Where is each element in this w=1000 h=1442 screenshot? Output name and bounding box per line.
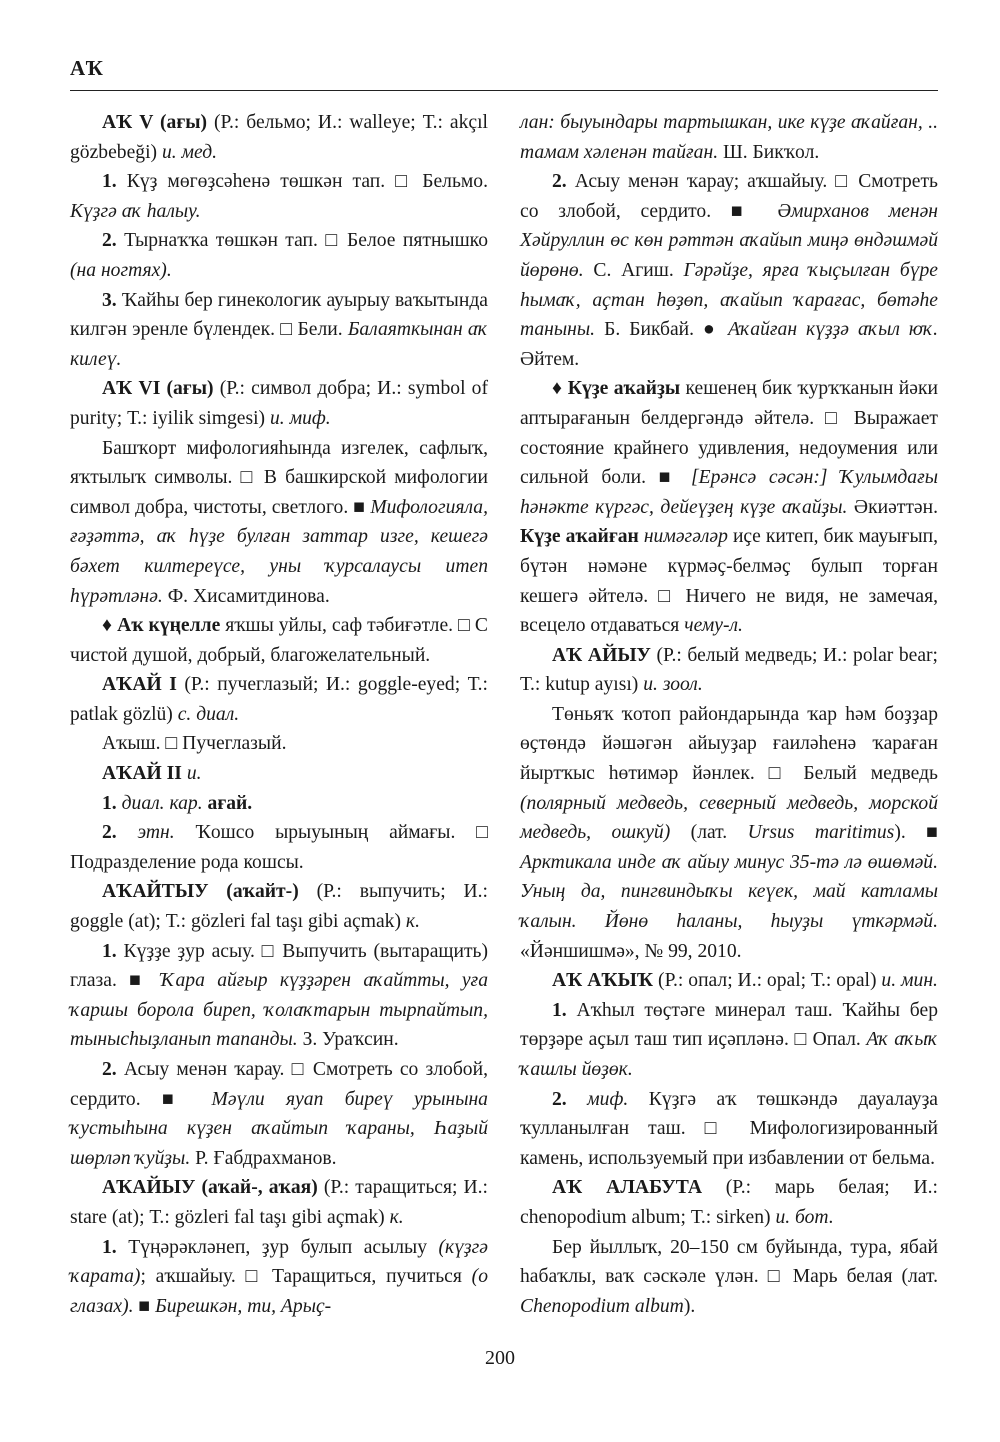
- italic-text: (полярный медведь, северный медведь, морской медведь, ошкуй): [520, 792, 938, 844]
- body-text: ♦: [102, 615, 118, 637]
- body-text: Ҡошсо ырыуының аймағы. □ Подразделение рода кошсы.: [70, 822, 488, 873]
- body-text: Ф. Хисамитдинова.: [162, 585, 330, 607]
- body-text: (Р.: бельмо; И.: walleye; Т.: akçıl gözbebeği): [70, 112, 488, 163]
- body-text: Башҡорт мифологияһында изгелек, сафлыҡ, яҡтылыҡ символы. □ В башкирской мифологии символ добра, чистоты, светлого. ■: [70, 437, 488, 518]
- right-column: [520, 108, 938, 1321]
- body-text: Аҡһыл төҫтәге минерал таш. Ҡайһы бер төрҙәре аҫыл таш тип иҫәпләнә. □ Опал.: [520, 999, 938, 1051]
- body-text: (Р.: символ добра; И.: symbol of purity; Т.: iyilik simgesi): [70, 378, 488, 429]
- italic-text: (күҙгә ҡарата): [70, 1236, 488, 1288]
- entry-paragraph: [70, 434, 488, 612]
- entry-paragraph: [520, 641, 938, 700]
- headword-text: АҠ АЛАБУТА: [552, 1177, 702, 1199]
- italic-text: Chenopodium album: [520, 1295, 684, 1317]
- body-text: (лат.: [670, 822, 748, 844]
- entry-paragraph: [520, 1233, 938, 1322]
- italic-text: Бирешкән, ти, Арыҫ-: [155, 1295, 332, 1317]
- entry-paragraph: [520, 1085, 938, 1174]
- body-text: Күҙҙе ҙур асыу. □ Выпучить (вытаращить) глаза. ■: [70, 940, 488, 992]
- body-text: (Р.: выпучить; И.: goggle (at); Т.: gözleri fal taşı gibi açmak): [70, 881, 489, 933]
- body-text: яҡшы уйлы, саф тәбиғәтле. □ С чистой душой, добрый, благожелательный.: [70, 615, 488, 666]
- entry-paragraph: [70, 937, 488, 1055]
- headword-text: АҠ АЙЫУ: [552, 644, 651, 666]
- italic-text: к.: [405, 911, 420, 933]
- italic-text: и. бот.: [775, 1206, 834, 1228]
- body-text: Б. Бикбай. ●: [595, 319, 728, 341]
- italic-text: с. диал.: [177, 703, 240, 725]
- entry-paragraph: [70, 670, 488, 729]
- entry-paragraph: [520, 374, 938, 640]
- body-text: Ш. Бикҡол.: [718, 141, 820, 163]
- headword-text: 1.: [102, 792, 117, 814]
- entry-paragraph: [70, 818, 488, 877]
- body-text: [567, 1089, 587, 1110]
- entry-paragraph: [520, 700, 938, 966]
- body-text: Тырнаҡҡа төшкән тап. □ Белое пятнышко: [116, 230, 488, 252]
- page-header: [70, 50, 938, 91]
- italic-text: Ursus maritimus: [747, 822, 895, 844]
- headword-text: Күҙе аҡайҙы: [567, 378, 681, 400]
- headword-text: 1.: [102, 171, 117, 193]
- entry-paragraph: [70, 374, 488, 433]
- entry-paragraph: [520, 1173, 938, 1232]
- headword-text: 1.: [552, 999, 567, 1021]
- italic-text: Мифологияла, ғәҙәттә, аҡ һүҙе булған заттар изге, кешегә бәхет килтереүсе, уны ҡурсалаусы итеп һүрәтләнә.: [70, 496, 488, 607]
- body-text: (Р.: пучеглазый; И.: goggle-eyed; Т.: patlak gözlü): [70, 674, 488, 725]
- headword-text: 2.: [102, 230, 117, 252]
- entry-paragraph: [70, 1055, 488, 1173]
- headword-text: 2.: [102, 1059, 117, 1080]
- body-text: [117, 822, 138, 843]
- headword-text: Күҙе аҡайған: [520, 526, 639, 548]
- italic-text: [Ерәнсә сәсән:] Ҡулымдағы һәнәкте күргәс, дейеүҙең күҙе аҡайҙы.: [520, 467, 938, 518]
- entry-paragraph: [70, 1233, 488, 1322]
- entry-paragraph: [520, 966, 938, 996]
- body-text: Төньяҡ ҡотоп райондарында ҡар һәм боҙҙар өҫтөндә йәшәгән айыуҙар ғаиләһенә ҡараған йыртҡыс һөтимәр йәнлек. □ Белый медведь: [520, 703, 938, 785]
- body-text: ). ■: [894, 822, 938, 844]
- headword-text: АҠАЙ I: [102, 674, 177, 696]
- italic-text: Арктикала инде аҡ айыу минус 35-тә лә өшөмәй. Уның да, пингвиндыҡы кеүек, май катламы ҡалын. Йөнө һаланы, һыуҙы үткәрмәй.: [520, 851, 938, 933]
- running-head: АҠ: [70, 56, 104, 80]
- italic-text: чему-л.: [684, 615, 743, 637]
- body-text: Бер йыллыҡ, 20–150 см буйында, тура, ябай һабаҡлы, ваҡ сәскәле үлән. □ Марь белая (лат.: [520, 1236, 938, 1288]
- body-text: ).: [683, 1295, 696, 1317]
- italic-text: Балаяткынан аҡ килеү.: [70, 319, 488, 370]
- italic-text: этн.: [137, 822, 175, 844]
- body-text: Күҙгә аҡ төшкәндә дауалауҙа ҡулланылған таш. □ Мифологизированный камень, используемый при избавлении от бельма.: [520, 1088, 939, 1169]
- body-text: Аҡыш. □ Пучеглазый.: [102, 733, 287, 755]
- body-text: Түңәрәкләнеп, ҙур булып асылыу: [116, 1236, 439, 1258]
- headword-text: АҠ АҠЫҠ: [552, 970, 654, 992]
- body-text: Р. Ғабдрахманов.: [190, 1147, 337, 1169]
- entry-paragraph: [70, 226, 488, 285]
- italic-text: Гәрәйҙе, ярға ҡыҫылған бүре һымаҡ, аҫтан һөҙөп, аҡайып ҡарағас, бөтәһе таныны.: [520, 259, 938, 341]
- headword-text: ағай.: [207, 792, 253, 814]
- entry-paragraph: [520, 108, 938, 167]
- headword-text: 1.: [102, 1236, 117, 1258]
- italic-text: и.: [186, 763, 202, 785]
- headword-text: АҠ V (ағы): [102, 112, 208, 133]
- italic-text: и. миф.: [269, 407, 331, 429]
- headword-text: 3.: [102, 289, 117, 311]
- entry-paragraph: [70, 286, 488, 375]
- body-text: «Йәншишмә», № 99, 2010.: [520, 940, 742, 962]
- headword-text: 2.: [102, 822, 117, 844]
- entry-paragraph: [70, 789, 488, 819]
- body-text: (Р.: опал; И.: opal; Т.: opal): [653, 970, 882, 992]
- body-text: Күҙ мөгөҙсәһенә төшкән тап. □ Бельмо.: [116, 171, 488, 193]
- body-text: Әйтем.: [520, 348, 580, 370]
- entry-paragraph: [70, 759, 488, 789]
- entry-paragraph: [70, 1173, 488, 1232]
- body-text: Асыу менән ҡарау. □ Смотреть со злобой, сердито. ■: [70, 1059, 488, 1110]
- entry-paragraph: [70, 729, 488, 759]
- entry-paragraph: [520, 167, 938, 374]
- italic-text: и. мед.: [161, 141, 218, 163]
- italic-text: Аҡ аҡыҡ ҡашлы йөҙөк.: [520, 1029, 938, 1080]
- body-text: (Р.: таращиться; И.: stare (at); Т.: gözleri fal taşı gibi açmak): [70, 1177, 488, 1228]
- italic-text: Ҡара айғыр күҙҙәрен аҡайтты, уға ҡаршы борола биреп, ҡолаҡтарын тырпайтып, тынысһыҙланып тапанды.: [70, 970, 489, 1051]
- body-text: ■: [133, 1295, 156, 1317]
- body-text: Асыу менән ҡарау; аҡшайыу. □ Смотреть со злобой, сердито. ■: [520, 171, 938, 222]
- entry-paragraph: [70, 877, 488, 936]
- body-text: кешенең бик ҡурҡҡанын йәки аптырағанын белдергәндә әйтелә. □ Выражает состояние крайнего удивления, недоумения или сильной боли. ■: [520, 378, 938, 489]
- body-text: ♦: [552, 378, 568, 400]
- italic-text: и. зоол.: [643, 674, 703, 696]
- body-text: иҫе китеп, бик мауығып, бүтән нәмәне күрмәҫ-белмәҫ булып торған кешегә әйтелә. □ Ничего не видя, не замечая, всецело отдаваться: [520, 526, 938, 637]
- italic-text: нимәгәләр: [643, 526, 728, 548]
- headword-text: 2.: [552, 171, 567, 193]
- body-text: З. Ураҡсин.: [297, 1029, 399, 1051]
- headword-text: 2.: [552, 1088, 567, 1110]
- body-text: (Р.: марь белая; И.: chenopodium album; Т.: sirken): [520, 1177, 938, 1228]
- left-column: [70, 108, 488, 1321]
- entry-paragraph: [520, 996, 938, 1085]
- headword-text: АҠАЙЫУ (аҡай-, аҡая): [102, 1177, 318, 1199]
- italic-text: лан: быуындары тартышкан, ике күҙе аҡайған, .. тамам хәленән тайған.: [520, 112, 938, 163]
- body-text: Ҡайһы бер гинекологик ауырыу ваҡытында килгән эренле бүлендек. □ Бели.: [70, 289, 488, 341]
- entry-paragraph: [70, 611, 488, 670]
- body-text: ; аҡшайыу. □ Таращиться, пучиться: [140, 1266, 472, 1288]
- italic-text: Күҙгә аҡ һалыу.: [70, 200, 201, 222]
- italic-text: Мәүли яуап биреү урынына ҡустыһына күҙен аҡайтып ҡараны, Һаҙый шөрләп ҡуйҙы.: [70, 1088, 488, 1169]
- headword-text: АҠАЙТЫУ (аҡайт-): [102, 881, 299, 903]
- italic-text: миф.: [587, 1088, 629, 1110]
- italic-text: к.: [389, 1206, 404, 1228]
- page-number: 200: [485, 1347, 515, 1369]
- body-text: С. Агиш.: [583, 259, 684, 281]
- headword-text: 1.: [102, 940, 117, 962]
- italic-text: (о глазах).: [70, 1266, 488, 1317]
- italic-text: и. мин.: [881, 970, 938, 992]
- italic-text: Аҡайған күҙҙә аҡыл юҡ.: [727, 319, 938, 341]
- body-text: Әкиәттән.: [847, 496, 938, 518]
- headword-text: Аҡ күңелле: [117, 615, 221, 637]
- body-text: (Р.: белый медведь; И.: polar bear; Т.: kutup ayısı): [520, 644, 939, 696]
- entry-paragraph: [70, 167, 488, 226]
- italic-text: (на ногтях).: [70, 259, 172, 281]
- headword-text: АҠАЙ II: [102, 763, 182, 785]
- italic-text: Әмирханов менән Хәйруллин өс көн рәттән аҡайып миңә өндәшмәй йөрөнө.: [520, 200, 938, 281]
- italic-text: диал. кар.: [121, 792, 203, 814]
- entry-paragraph: [70, 108, 488, 167]
- headword-text: АҠ VI (ағы): [102, 378, 214, 400]
